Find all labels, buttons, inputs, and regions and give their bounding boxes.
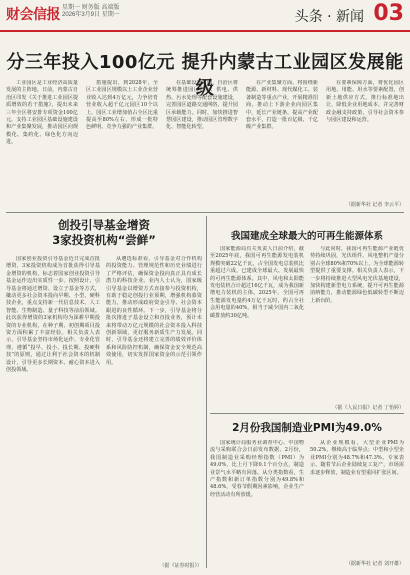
story4-column-1: 国家统计局服务业调查中心、中国物流与采购联合会日前发布数据，2月份，我国制造业采购经理指数（PMI）为49.0%，比上月下降0.1个百分点，制造业景气水平略有回落。从分类指数看，生产指数和新订单指数分别为49.8%和48.6%，受春节假期因素影响，企业生产经营活动有所放缓。 — [210, 440, 304, 498]
story3-column-2: 与此同时，我国可再生能源产业链优势持续巩固，光伏组件、风电整机产量分别占全球80%和70%以上，为全球能源转型提供了重要支撑。相关负责人表示，下一步将持续推进大型风电光伏基地建设，加快构建新型电力系统，提升可再生能源消纳能力，推动能源绿色低碳转型不断迈上新台阶。 — [310, 246, 404, 304]
divider — [210, 413, 404, 414]
story4-column-2: 从企业规模看，大型企业PMI为50.2%，继续高于临界点；中型和小型企业PMI分别为48.7%和47.3%。专家表示，随着节后企业陆续复工复产，市场需求逐步释放，制造业有望重回扩张区间。 — [310, 440, 404, 476]
lead-column-3: 在基础设施方面，自治区将统筹推进园区供水、供电、供热、污水处理等配套设施建设，完善园区道路交通网络，提升园区承载能力。同时，加快推进智慧园区建设，推动园区管理数字化、智能化转型。 — [166, 80, 238, 131]
lead-credit: （据新华社 记者 李云平） — [345, 202, 404, 208]
lead-column-4: 在产业集聚方面，将围绕新能源、新材料、现代煤化工、装备制造等重点产业，开展精准招商，推动上下游企业向园区集中，延长产业链条，提高产业配套水平，打造一批百亿级、千亿级产业集群。 — [246, 80, 318, 131]
story2-headline: 创投引导基金增资 3家投资机构“尝鲜” — [52, 218, 156, 247]
story2-column-2: 从遴选标准看，引导基金对合作机构的投资能力、管理规范性和历史业绩进行了严格评估，确保资金投向真正具有成长潜力的科技企业。业内人士认为，国家级引导基金以增资方式直接参与投资机构，有助于稳定创投行业预期，增强机构募资能力，推动形成政府资金引导、社会资本跟进的良性循环。下一步，引导基金将分批次推进子基金设立和直投业务，预计未来将带动万亿元规模的社会资本投入科技创新领域，更好服务新质生产力发展。同时，引导基金还将建立完善的绩效评价体系和风险防控机制，确保资金安全规范高效使用，切实发挥国家资金的示范引领作用。 — [106, 256, 202, 366]
section-name: 头条 · 新闻 — [294, 9, 364, 25]
lead-column-1: 工业园区是工业经济高质量发展的主阵地。日前，内蒙古自治区印发《关于推进工业园区提质增效的若干措施》，提出未来三年全区将安排专项资金100亿元，支持工业园区基础设施建设和产业集聚发展，推动园区向规模化、集约化、绿色化方向迈进。 — [6, 80, 78, 146]
page-number: 03 — [373, 1, 404, 26]
newspaper-logo: 财会信报 — [6, 7, 60, 23]
story2-column-1: 国家创业投资引导基金近日完成首批增资，3家投资机构成为首批获得引导基金增资的机构，标志着国家创业投资引导基金运作迈出实质性一步。按照设计，引导基金将通过增资、设立子基金等方式，撬动更多社会资本投向早期、小型、硬科技企业，重点支持新一代信息技术、人工智能、生物制造、量子科技等前沿领域。此次获得增资的3家机构均为深耕早期投资的专业机构，在种子期、初创期项目投资方面积累了丰富经验。相关负责人表示，引导基金坚持市场化运作、专业化管理，遵循“投早、投小、投长期、投硬科技”的原则，通过让利于社会资本的机制设计，引导更多长期资本、耐心资本进入创投领域。 — [6, 256, 100, 374]
lead-column-2: 措施提出，到2028年，全区工业园区规模以上工业企业营业收入达到4万亿元，力争培育营业收入超千亿元园区10个以上，园区工业增加值占全区比重提高至80%左右，形成一批特色鲜明、竞争力强的产业集群。 — [86, 80, 158, 131]
main-headline: 分三年投入100亿元 提升内蒙古工业园区发展能级 — [6, 52, 404, 99]
story4-headline: 2月份我国制造业PMI为49.0% — [232, 422, 382, 434]
masthead-subtitle: 星期一 财务版 高端版 2026年3月9日 星期一 — [62, 5, 120, 18]
story2-credit: （据《证券时报》） — [159, 563, 202, 569]
divider — [6, 212, 404, 213]
masthead — [0, 0, 410, 32]
story3-column-1: 国家能源局有关负责人日前介绍，截至2025年底，我国可再生能源发电装机规模突破22亿千瓦，占全国发电总装机比重超过六成，已建成全球最大、发展最快的可再生能源体系。其中，风电和太阳能发电装机合计超过16亿千瓦，成为我国新增电力装机的主体。2025年，全国可再生能源发电量约4万亿千瓦时，约占全社会用电量的40%，相当于减少国内二氧化碳排放约30亿吨。 — [210, 246, 304, 319]
story4-credit: （据新华社 记者 刘开雄） — [345, 561, 404, 567]
story3-headline: 我国建成全球最大的可再生能源体系 — [230, 231, 383, 242]
lead-column-5: 在要素保障方面，将优化园区用地、用能、用水等要素配置，创新土地供应方式，推行标准地出让，降低企业用地成本，并完善财政金融支持政策，引导社会资本参与园区建设和运营。 — [326, 80, 404, 124]
story3-credit: （据《人民日报》记者 丁怡婷） — [332, 405, 404, 411]
vertical-divider — [206, 216, 207, 568]
